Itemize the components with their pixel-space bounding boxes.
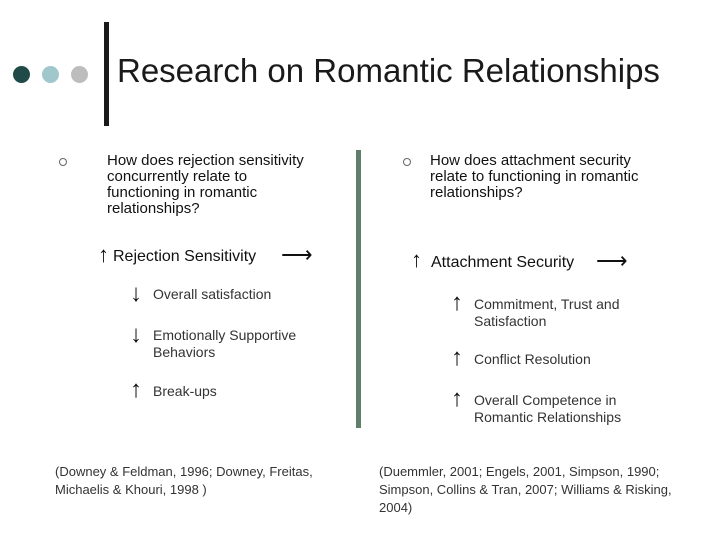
right-question: How does attachment security relate to functioning in romantic relationships? [430, 152, 639, 201]
down-arrow-icon: ↓ [130, 321, 142, 348]
left-item-emotionally-supportive: Emotionally Supportive Behaviors [153, 327, 297, 360]
left-item-break-ups: Break-ups [153, 383, 217, 399]
left-item-overall-satisfaction: Overall satisfaction [153, 286, 272, 302]
title-dot-dark [13, 66, 30, 83]
title-accent-bar [104, 22, 109, 126]
up-arrow-icon: ↑ [451, 385, 463, 412]
right-item-commitment: Commitment, Trust and Satisfaction [474, 296, 620, 329]
left-citation: (Downey & Feldman, 1996; Downey, Freitas, Michaelis & Khouri, 1998 ) [55, 464, 313, 497]
right-bullet-icon [403, 158, 411, 166]
up-arrow-icon: ↑ [451, 344, 463, 371]
right-item-conflict-resolution: Conflict Resolution [474, 351, 591, 367]
left-heading: Rejection Sensitivity [113, 248, 257, 265]
slide-title: Research on Romantic Relationships [117, 52, 660, 89]
title-dot-gray [71, 66, 88, 83]
left-question: How does rejection sensitivity concurrently relate to functioning in romantic relationships? [107, 152, 304, 217]
right-heading: Attachment Security [431, 254, 575, 271]
right-item-overall-competence: Overall Competence in Romantic Relationships [474, 392, 622, 425]
title-dot-teal [42, 66, 59, 83]
down-arrow-icon: ↓ [130, 280, 142, 307]
column-divider [356, 150, 361, 428]
up-arrow-icon: ↑ [411, 247, 422, 272]
up-arrow-icon: ↑ [98, 242, 109, 267]
left-bullet-icon [59, 158, 67, 166]
up-arrow-icon: ↑ [451, 289, 463, 316]
right-arrow-icon: ⟶ [596, 248, 628, 273]
right-citation: (Duemmler, 2001; Engels, 2001, Simpson, 1990; Simpson, Collins & Tran, 2007; Williams & Risking, 2004) [379, 464, 672, 515]
up-arrow-icon: ↑ [130, 376, 142, 403]
right-arrow-icon: ⟶ [281, 242, 313, 267]
